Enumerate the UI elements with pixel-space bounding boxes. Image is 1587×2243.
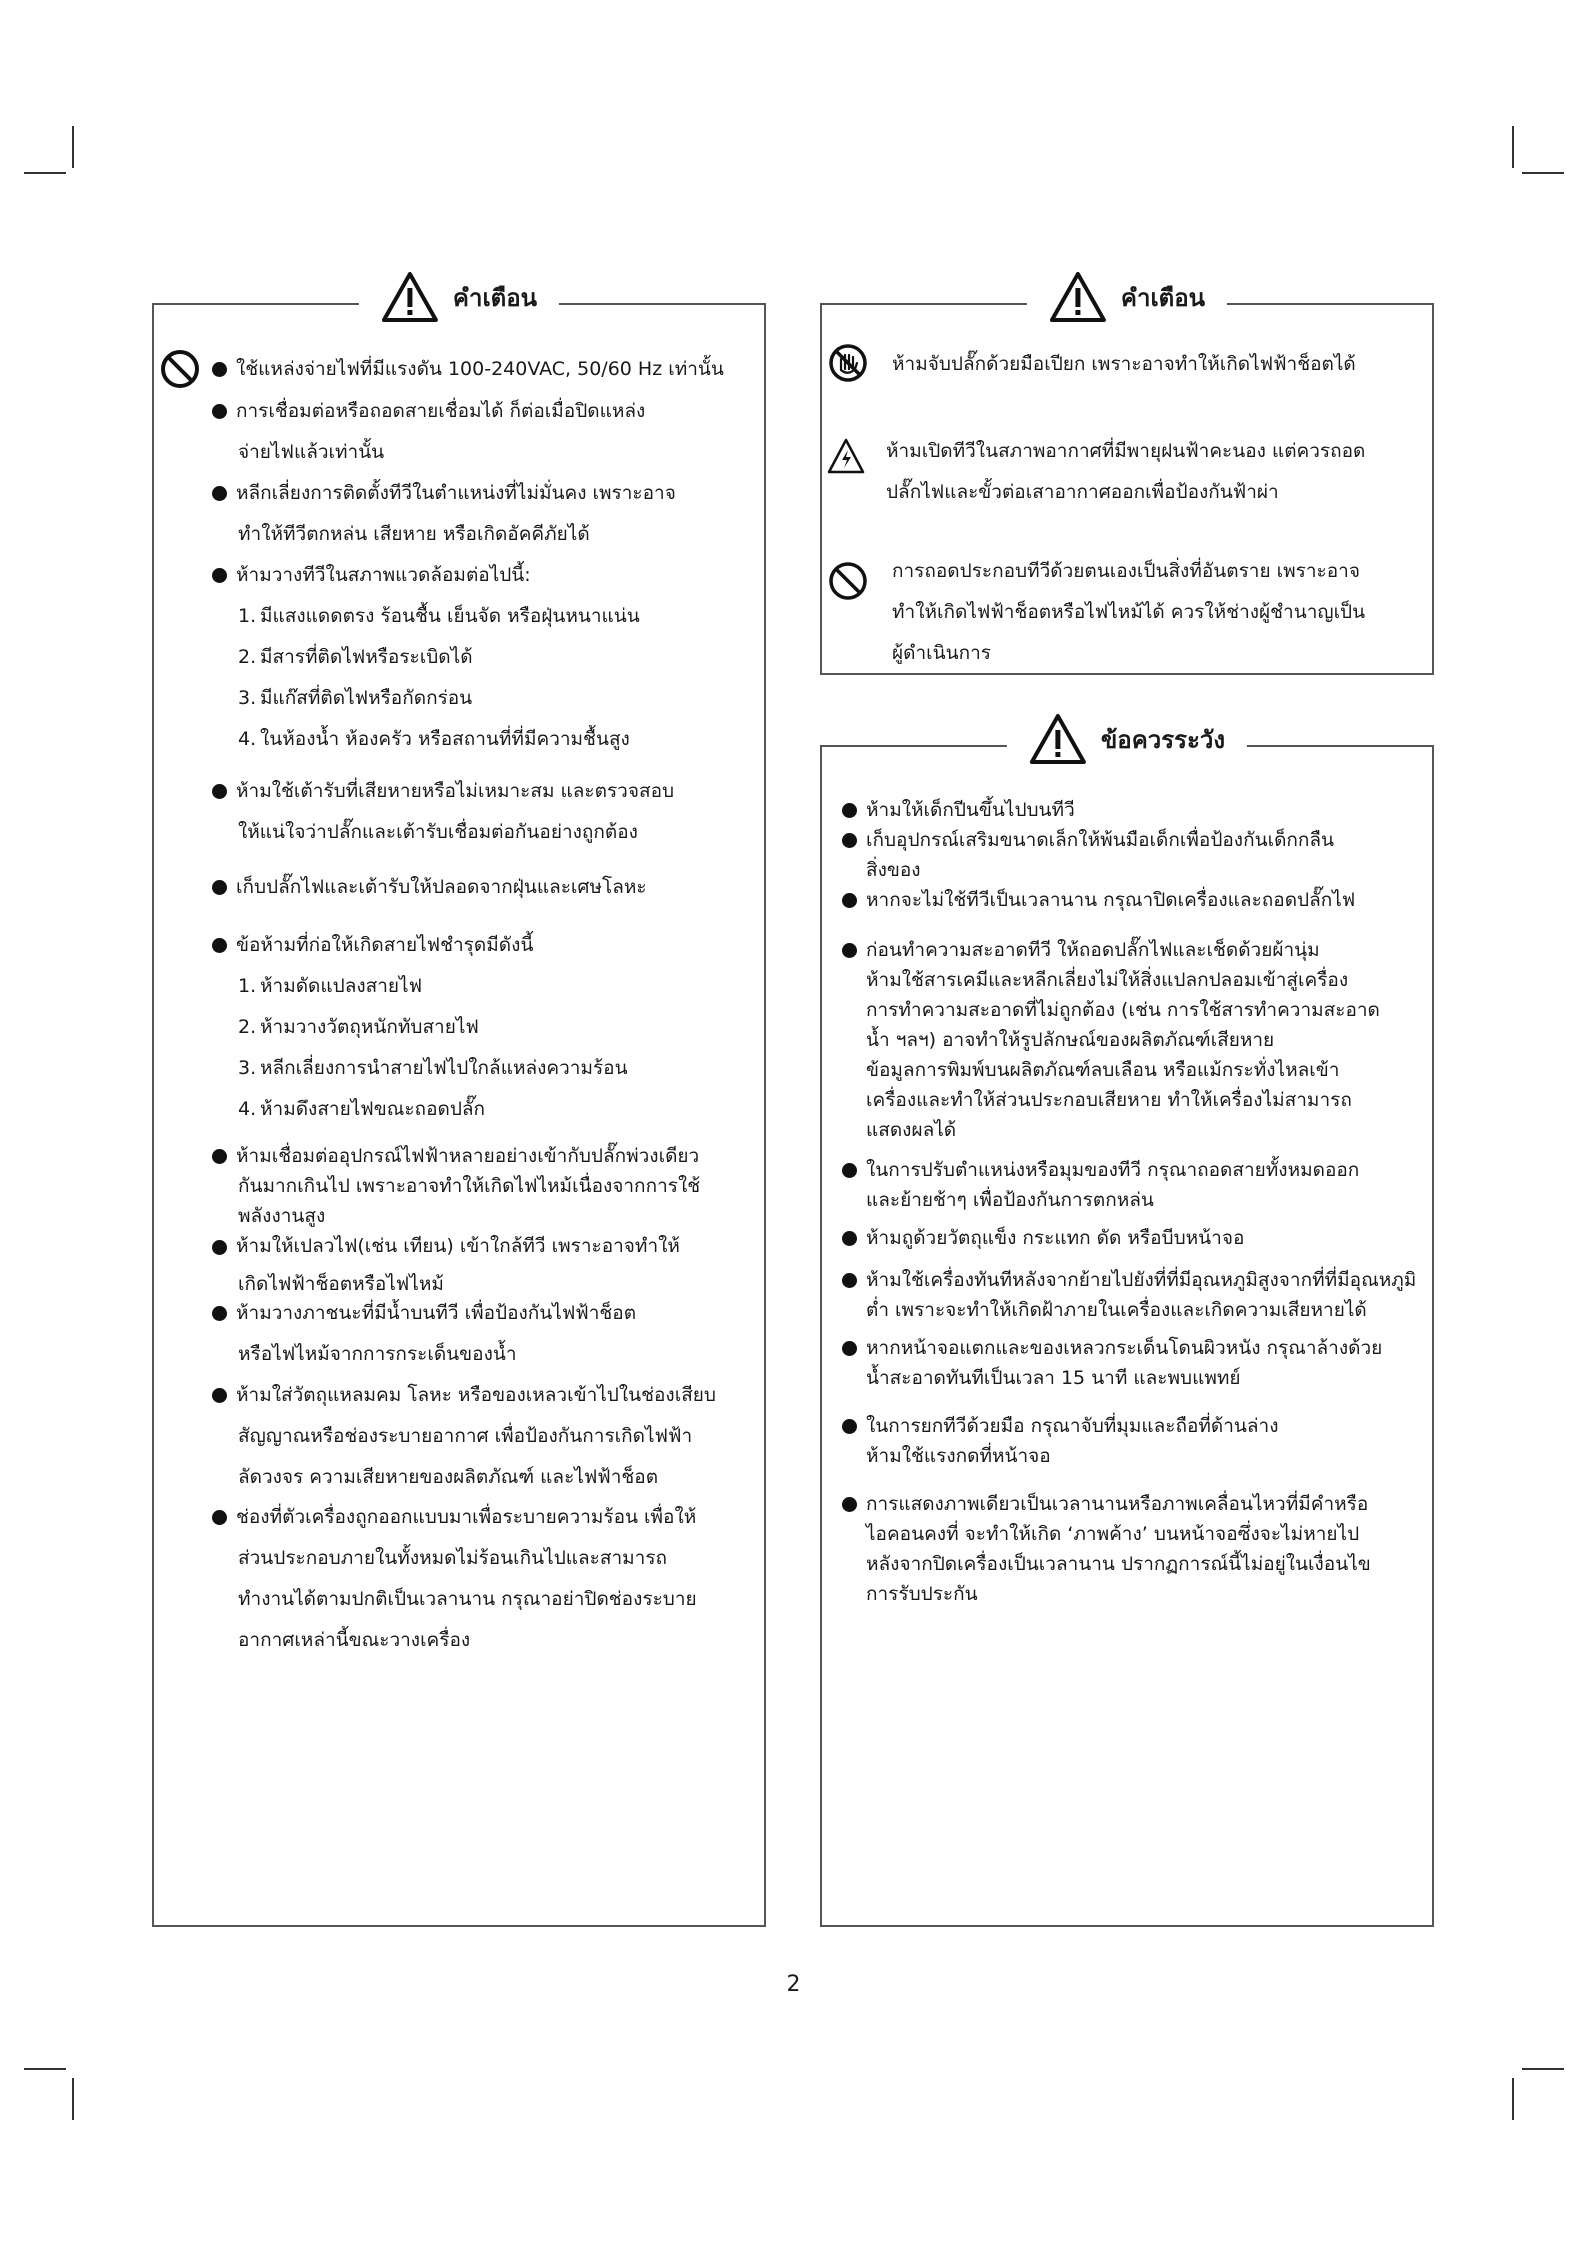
warning-item: ห้ามเปิดทีวีในสภาพอากาศที่มีพายุฝนฟ้าคะนอง แต่ควรถอด ปลั๊กไฟและขั้วต่อเสาอากาศออกเพื่อป้องกันฟ้าผ่า	[886, 440, 1366, 503]
crop-mark	[1522, 172, 1564, 174]
bullet-icon	[212, 1306, 227, 1321]
bullet-icon	[212, 784, 227, 799]
crop-mark	[24, 172, 66, 174]
list-item: ห้ามใช้เต้ารับที่เสียหายหรือไม่เหมาะสม และตรวจสอบ ให้แน่ใจว่าปลั๊กและเต้ารับเชื่อมต่อกันอย่างถูกต้อง	[212, 771, 754, 853]
prohibited-icon	[828, 561, 868, 601]
list-item: หากหน้าจอแตกและของเหลวกระเด็นโดนผิวหนัง กรุณาล้างด้วย น้ำสะอาดทันทีเป็นเวลา 15 นาที และพบแพทย์	[842, 1333, 1422, 1393]
caution-panel-right-bottom	[820, 725, 1434, 1927]
warning-triangle-icon	[1029, 713, 1087, 765]
crop-mark	[72, 126, 74, 168]
list-item: ในการยกทีวีด้วยมือ กรุณาจับที่มุมและถือที่ด้านล่าง ห้ามใช้แรงกดที่หน้าจอ	[842, 1411, 1422, 1471]
list-item: การแสดงภาพเดียวเป็นเวลานานหรือภาพเคลื่อนไหวที่มีคำหรือ ไอคอนคงที่ จะทำให้เกิด ‘ภาพค้าง’ บนหน้าจอซึ่งจะไม่หายไป หลังจากปิดเครื่องเป็นเวลานาน ปรากฏการณ์นี้ไม่อยู่ในเงื่อนไข การรับประกัน	[842, 1489, 1422, 1609]
bullet-icon	[842, 1419, 857, 1434]
warning-panel-right-top	[820, 283, 1434, 675]
crop-mark	[1512, 126, 1514, 168]
panel-title-text: ข้อควรระวัง	[1100, 725, 1226, 754]
bullet-icon	[212, 362, 227, 377]
bullet-icon	[212, 1388, 227, 1403]
list-item: ห้ามให้เด็กปีนขึ้นไปบนทีวี	[842, 795, 1422, 825]
bullet-icon	[212, 568, 227, 583]
lightning-warning-icon	[826, 437, 866, 475]
list-item: เก็บอุปกรณ์เสริมขนาดเล็กให้พ้นมือเด็กเพื่อป้องกันเด็กกลืน สิ่งของ	[842, 825, 1422, 885]
list-item: เก็บปลั๊กไฟและเต้ารับให้ปลอดจากฝุ่นและเศษโลหะ	[212, 867, 754, 908]
warning-item: ห้ามจับปลั๊กด้วยมือเปียก เพราะอาจทำให้เกิดไฟฟ้าช็อตได้	[892, 353, 1356, 375]
list-item: ห้ามวางภาชนะที่มีน้ำบนทีวี เพื่อป้องกันไฟฟ้าช็อต หรือไฟไหม้จากการกระเด็นของน้ำ	[212, 1293, 754, 1375]
list-item: การเชื่อมต่อหรือถอดสายเชื่อมได้ ก็ต่อเมื่อปิดแหล่ง จ่ายไฟแล้วเท่านั้น	[212, 391, 754, 473]
bullet-icon	[212, 486, 227, 501]
crop-mark	[1512, 2078, 1514, 2120]
bullet-icon	[212, 1240, 227, 1255]
list-item: ช่องที่ตัวเครื่องถูกออกแบบมาเพื่อระบายความร้อน เพื่อให้ ส่วนประกอบภายในทั้งหมดไม่ร้อนเกินไปและสามารถ ทำงานได้ตามปกติเป็นเวลานาน กรุณาอย่าปิดช่องระบาย อากาศเหล่านี้ขณะวางเครื่อง	[212, 1497, 754, 1661]
list-item: หลีกเลี่ยงการติดตั้งทีวีในตำแหน่งที่ไม่มั่นคง เพราะอาจ ทำให้ทีวีตกหล่น เสียหาย หรือเกิดอัคคีภัยได้	[212, 473, 754, 555]
bullet-icon	[842, 1497, 857, 1512]
warning-triangle-icon	[1049, 271, 1107, 323]
crop-mark	[72, 2078, 74, 2120]
panel-title-text: คำเตือน	[1120, 283, 1206, 312]
warning-item: การถอดประกอบทีวีด้วยตนเองเป็นสิ่งที่อันตราย เพราะอาจ ทำให้เกิดไฟฟ้าช็อตหรือไฟไหม้ได้ ควรให้ช่างผู้ชำนาญเป็น ผู้ดำเนินการ	[892, 560, 1366, 664]
list-item: ก่อนทำความสะอาดทีวี ให้ถอดปลั๊กไฟและเช็ดด้วยผ้านุ่ม ห้ามใช้สารเคมีและหลีกเลี่ยงไม่ให้สิ่งแปลกปลอมเข้าสู่เครื่อง การทำความสะอาดที่ไม่ถูกต้อง (เช่น การใช้สารทำความสะอาด น้ำ ฯลฯ) อาจทำให้รูปลักษณ์ของผลิตภัณฑ์เสียหาย ข้อมูลการพิมพ์บนผลิตภัณฑ์ลบเลือน หรือแม้กระทั่งไหลเข้า เครื่องและทำให้ส่วนประกอบเสียหาย ทำให้เครื่องไม่สามารถ แสดงผลได้	[842, 935, 1422, 1145]
list-item: ห้ามวางทีวีในสภาพแวดล้อมต่อไปนี้: 1. มีแสงแดดตรง ร้อนชื้น เย็นจัด หรือฝุ่นหนาแน่น 2. มีสารที่ติดไฟหรือระเบิดได้ 3. มีแก๊สที่ติดไฟหรือกัดกร่อน 4. ในห้องน้ำ ห้องครัว หรือสถานที่ที่มีความชื้นสูง	[212, 555, 754, 760]
bullet-icon	[842, 833, 857, 848]
bullet-icon	[842, 1231, 857, 1246]
bullet-icon	[212, 880, 227, 895]
bullet-icon	[212, 938, 227, 953]
list-item: ใช้แหล่งจ่ายไฟที่มีแรงดัน 100-240VAC, 50/60 Hz เท่านั้น	[212, 349, 754, 390]
panel-title	[1027, 271, 1227, 323]
list-item: ห้ามใส่วัตถุแหลมคม โลหะ หรือของเหลวเข้าไปในช่องเสียบ สัญญาณหรือช่องระบายอากาศ เพื่อป้องกันการเกิดไฟฟ้า ลัดวงจร ความเสียหายของผลิตภัณฑ์ และไฟฟ้าช็อต	[212, 1375, 754, 1498]
panel-title-text: คำเตือน	[452, 283, 538, 312]
list-item: ในการปรับตำแหน่งหรือมุมของทีวี กรุณาถอดสายทั้งหมดออก และย้ายช้าๆ เพื่อป้องกันการตกหล่น	[842, 1155, 1422, 1215]
warning-triangle-icon	[381, 271, 439, 323]
warning-panel-left	[152, 283, 766, 1927]
bullet-icon	[842, 1341, 857, 1356]
crop-mark	[1522, 2068, 1564, 2070]
panel-title	[359, 271, 559, 323]
list-item: หากจะไม่ใช้ทีวีเป็นเวลานาน กรุณาปิดเครื่องและถอดปลั๊กไฟ	[842, 885, 1422, 915]
bullet-icon	[842, 1273, 857, 1288]
prohibited-icon	[160, 349, 200, 389]
wet-hand-icon	[828, 343, 868, 383]
list-item: ข้อห้ามที่ก่อให้เกิดสายไฟชำรุดมีดังนี้ 1. ห้ามดัดแปลงสายไฟ 2. ห้ามวางวัตถุหนักทับสายไฟ 3. หลีกเลี่ยงการนำสายไฟไปใกล้แหล่งความร้อน 4. ห้ามดึงสายไฟขณะถอดปลั๊ก	[212, 925, 754, 1130]
bullet-icon	[842, 943, 857, 958]
bullet-icon	[212, 404, 227, 419]
bullet-icon	[842, 1163, 857, 1178]
bullet-icon	[212, 1510, 227, 1525]
panel-title	[1007, 713, 1247, 765]
list-item: ห้ามเชื่อมต่ออุปกรณ์ไฟฟ้าหลายอย่างเข้ากับปลั๊กพ่วงเดียว กันมากเกินไป เพราะอาจทำให้เกิดไฟไหม้เนื่องจากการใช้ พลังงานสูง	[212, 1141, 754, 1231]
bullet-icon	[842, 803, 857, 818]
bullet-icon	[842, 893, 857, 908]
crop-mark	[24, 2068, 66, 2070]
page-number: 2	[786, 1972, 801, 1997]
bullet-icon	[212, 1149, 227, 1164]
list-item: ห้ามให้เปลวไฟ(เช่น เทียน) เข้าใกล้ทีวี เพราะอาจทำให้ เกิดไฟฟ้าช็อตหรือไฟไหม้	[212, 1227, 754, 1303]
list-item: ห้ามใช้เครื่องทันทีหลังจากย้ายไปยังที่ที่มีอุณหภูมิสูงจากที่ที่มีอุณหภูมิ ต่ำ เพราะจะทำให้เกิดฝ้าภายในเครื่องและเกิดความเสียหายได้	[842, 1265, 1422, 1325]
list-item: ห้ามถูด้วยวัตถุแข็ง กระแทก ดัด หรือบีบหน้าจอ	[842, 1223, 1422, 1253]
